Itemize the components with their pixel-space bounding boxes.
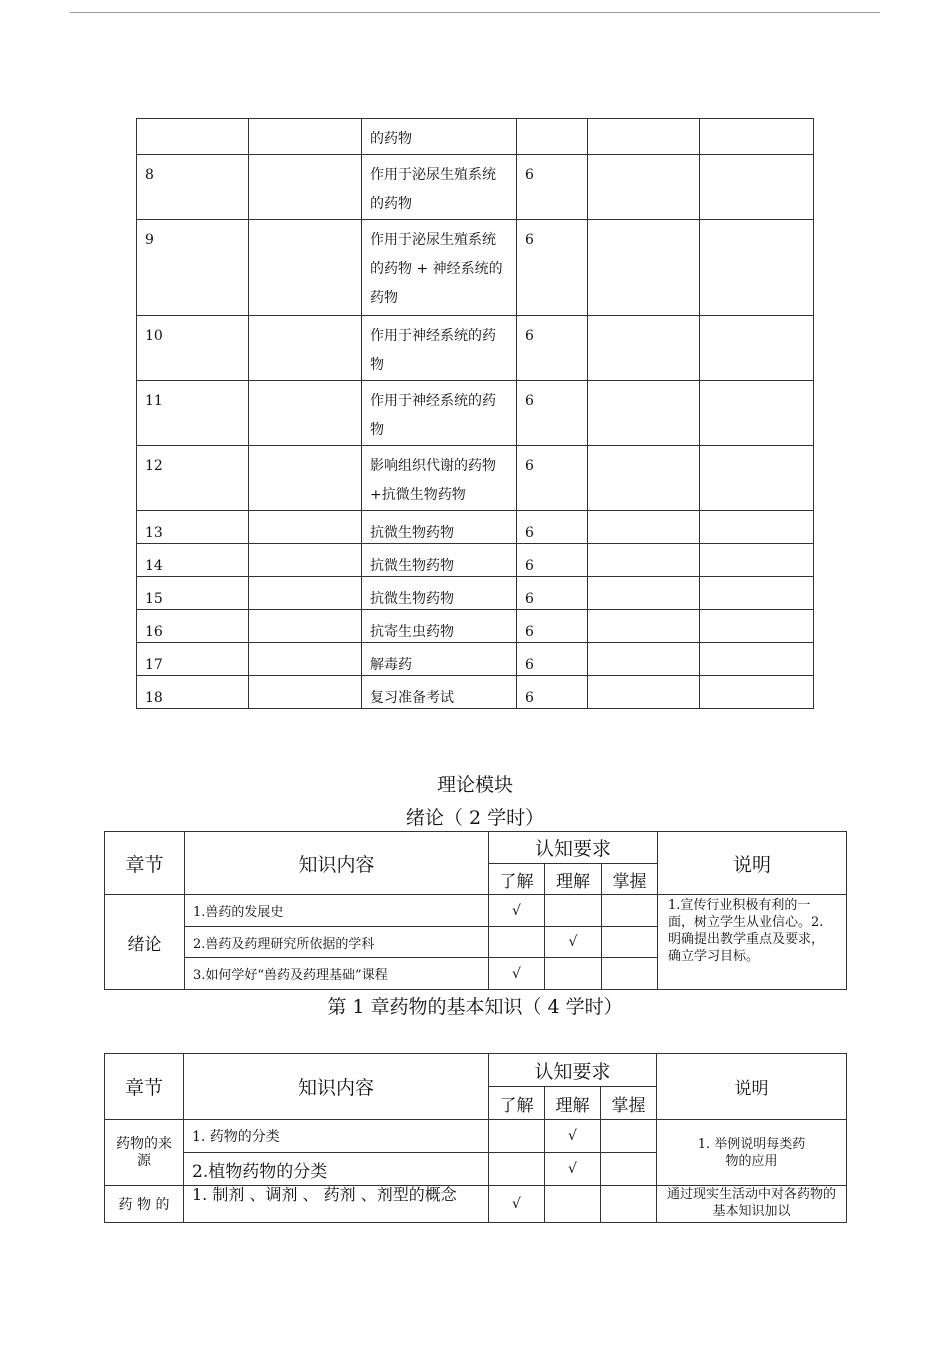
hours-cell: 6 [517,220,588,316]
intro-table [104,831,847,990]
check-mark: √ [545,1120,601,1153]
note-cell: 通过现实生活动中对各药物的基本知识加以 [657,1186,847,1223]
header-note: 说明 [657,1054,847,1120]
week-cell: 12 [137,446,249,511]
week-cell: 9 [137,220,249,316]
table-row [137,643,814,676]
chapter1-table [104,1053,847,1223]
hours-cell: 6 [517,610,588,643]
content-cell: 抗微生物药物 [362,544,517,577]
knowledge-item: 2.植物药物的分类 [184,1153,489,1186]
section-title: 理论模块 [436,774,513,796]
content-cell: 影响组织代谢的药物+抗微生物药物 [362,446,517,511]
content-cell: 抗微生物药物 [362,577,517,610]
header-chapter: 章节 [105,1054,184,1120]
header-cognitive: 认知要求 [489,1054,657,1087]
knowledge-item: 2.兽药及药理研究所依据的学科 [185,927,489,958]
table-row [137,676,814,709]
header-rule [70,12,880,13]
hours-cell: 6 [517,316,588,381]
knowledge-item: 3.如何学好“兽药及药理基础”课程 [185,958,489,990]
week-cell: 16 [137,610,249,643]
week-cell: 14 [137,544,249,577]
check-mark: √ [489,895,545,927]
table-row [137,511,814,544]
content-cell: 复习准备考试 [362,676,517,709]
header-master: 掌握 [601,1087,657,1120]
table-row [137,544,814,577]
knowledge-item: 1.兽药的发展史 [185,895,489,927]
week-cell: 8 [137,155,249,220]
week-cell [137,119,249,155]
content-cell: 作用于泌尿生殖系统的药物 + 神经系统的药物 [362,220,517,316]
chapter-cell: 药 物 的 [105,1186,184,1223]
header-comprehend: 理解 [545,1087,601,1120]
content-cell: 抗微生物药物 [362,511,517,544]
header-chapter: 章节 [105,832,185,895]
header-understand: 了解 [489,864,545,895]
week-cell: 18 [137,676,249,709]
knowledge-item: 1. 药物的分类 [184,1120,489,1153]
content-cell: 的药物 [362,119,517,155]
schedule-table [136,118,814,709]
check-mark: √ [545,1153,601,1186]
header-cognitive: 认知要求 [489,832,658,864]
table-row [105,1120,847,1153]
table-row [137,220,814,316]
content-cell: 作用于神经系统的药物 [362,316,517,381]
hours-cell: 6 [517,511,588,544]
week-cell: 10 [137,316,249,381]
week-cell: 15 [137,577,249,610]
content-cell: 解毒药 [362,643,517,676]
hours-cell: 6 [517,676,588,709]
note-cell [658,895,847,990]
note-text: 1.宣传行业积极有利的一面，树立学生从业信心。2.明确提出教学重点及要求，确立学习目标。 [668,898,825,964]
content-cell: 作用于泌尿生殖系统的药物 [362,155,517,220]
hours-cell: 6 [517,544,588,577]
hours-cell: 6 [517,446,588,511]
chapter-cell: 药物的来源 [105,1120,184,1186]
knowledge-item: 1. 制剂 、调剂 、 药剂 、剂型的概念 [184,1186,489,1223]
table-row [105,1186,847,1223]
hours-cell: 6 [517,577,588,610]
table-row [137,381,814,446]
week-cell: 11 [137,381,249,446]
header-understand: 了解 [489,1087,545,1120]
table-row [137,610,814,643]
table-row [137,316,814,381]
header-master: 掌握 [602,864,658,895]
content-cell: 抗寄生虫药物 [362,610,517,643]
table-row [137,119,814,155]
table-header-row [105,1054,847,1087]
header-content: 知识内容 [185,832,489,895]
week-cell: 13 [137,511,249,544]
hours-cell: 6 [517,155,588,220]
table-row [105,895,847,927]
table-header-row [105,832,847,864]
check-mark: √ [489,958,545,990]
intro-title: 绪论（ 2 学时） [405,807,545,829]
header-comprehend: 理解 [545,864,602,895]
note-cell: 1. 举例说明每类药物的应用 [657,1120,847,1186]
hours-cell: 6 [517,643,588,676]
table-row [137,446,814,511]
check-mark: √ [545,927,602,958]
week-cell: 17 [137,643,249,676]
content-cell: 作用于神经系统的药物 [362,381,517,446]
hours-cell: 6 [517,381,588,446]
chapter1-title: 第 1 章药物的基本知识（ 4 学时） [327,996,623,1018]
header-content: 知识内容 [184,1054,489,1120]
header-note: 说明 [658,832,847,895]
check-mark: √ [489,1186,545,1223]
table-row [137,155,814,220]
table-row [137,577,814,610]
hours-cell [517,119,588,155]
chapter-cell: 绪论 [105,895,185,990]
